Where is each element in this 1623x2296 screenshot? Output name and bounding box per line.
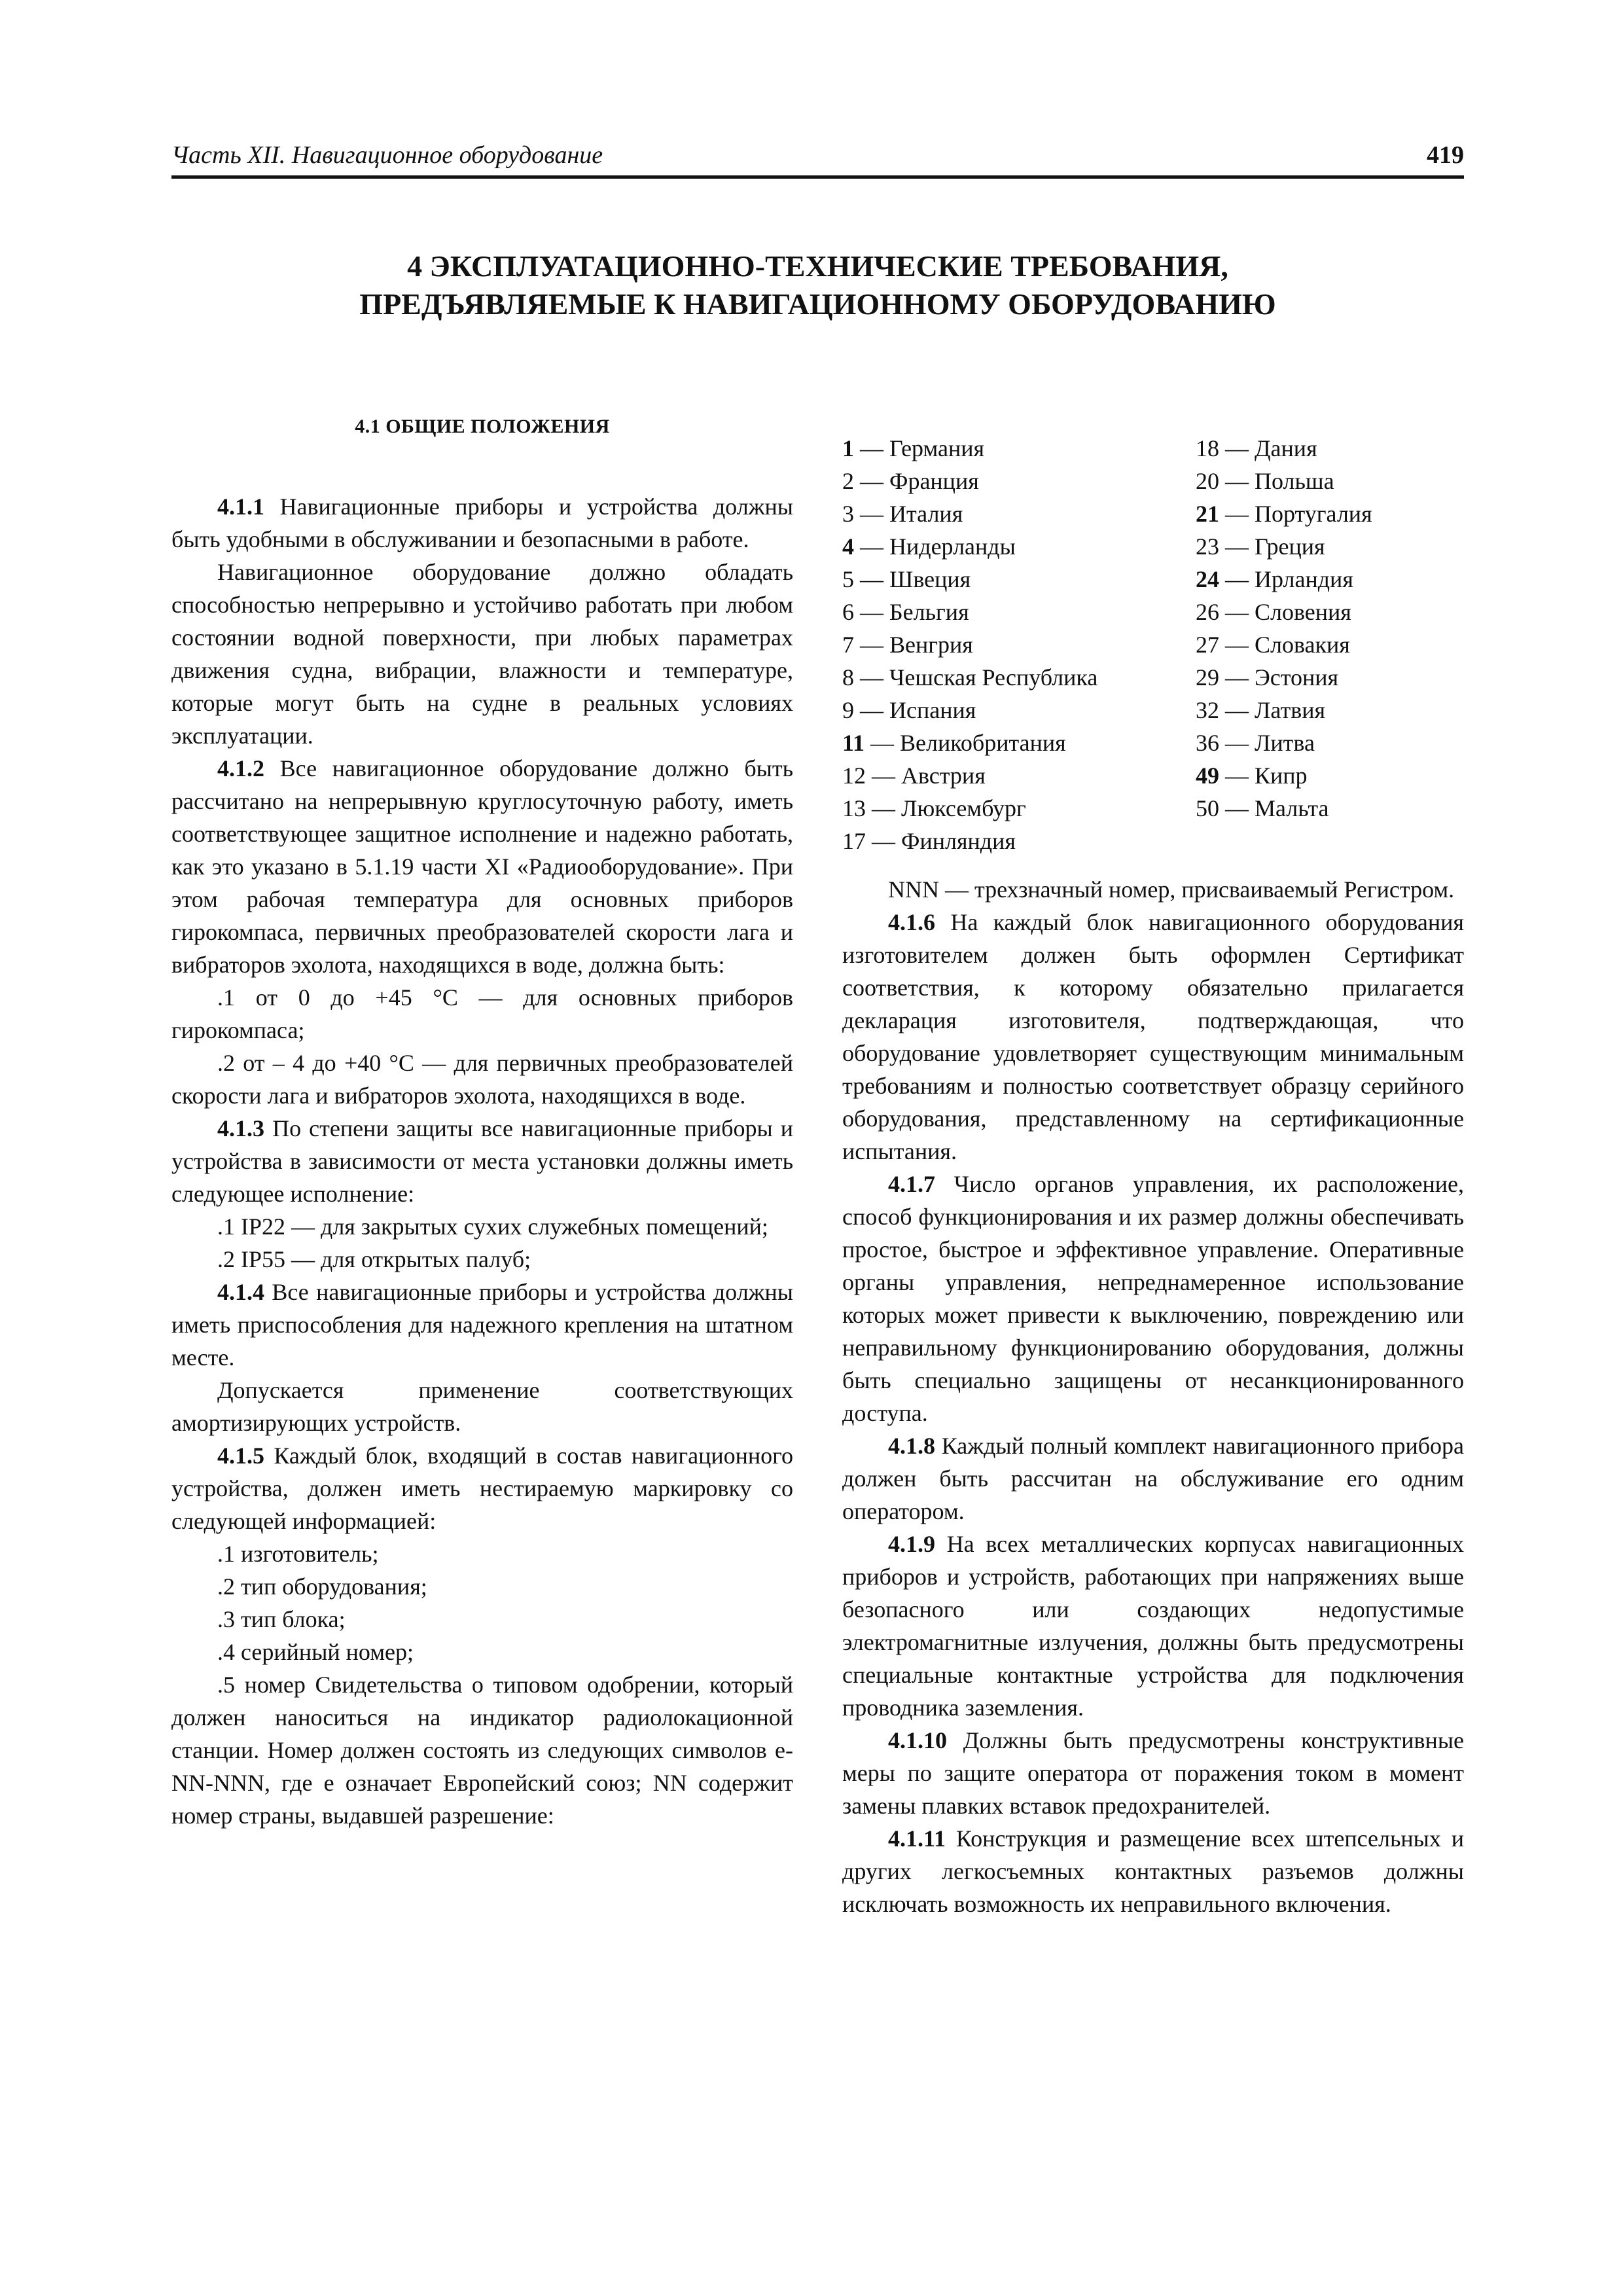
country-entry bbox=[842, 596, 1196, 628]
country-entry bbox=[1196, 792, 1464, 825]
dash-separator: — bbox=[866, 795, 901, 821]
dash-separator: — bbox=[1219, 501, 1255, 527]
paragraph-text: .1 изготовитель; bbox=[217, 1541, 379, 1567]
paragraph-text: .5 номер Свидетельства о типовом одобрении, который должен наноситься на индикатор радиолокационной станции. Номер должен состоять из следующих символов e-NN-NNN, где e означает Европейский союз; NN содержит номер страны, выдавшей разрешение: bbox=[171, 1672, 793, 1829]
country-entry bbox=[842, 628, 1196, 661]
country-entry bbox=[1196, 759, 1464, 792]
clause-number: 4.1.1 bbox=[217, 493, 264, 520]
clause-number: 4.1.6 bbox=[888, 909, 935, 935]
country-code: 23 bbox=[1196, 533, 1219, 560]
running-header bbox=[171, 143, 1464, 179]
dash-separator: — bbox=[854, 697, 889, 723]
country-entry bbox=[1196, 530, 1464, 563]
country-entry bbox=[1196, 596, 1464, 628]
country-code: 21 bbox=[1196, 501, 1219, 527]
clause-number: 4.1.7 bbox=[888, 1171, 935, 1197]
country-code: 17 bbox=[842, 828, 866, 854]
dash-separator: — bbox=[1219, 664, 1255, 691]
paragraph-text: .2 IP55 — для открытых палуб; bbox=[217, 1246, 531, 1272]
paragraph bbox=[842, 1528, 1464, 1724]
paragraph-text: .1 IP22 — для закрытых сухих служебных помещений; bbox=[217, 1213, 768, 1240]
left-column bbox=[171, 416, 793, 1832]
country-entry bbox=[1196, 726, 1464, 759]
country-code: 11 bbox=[842, 730, 865, 756]
dash-separator: — bbox=[866, 762, 901, 789]
dash-separator: — bbox=[854, 533, 889, 560]
country-entry bbox=[1196, 465, 1464, 497]
dash-separator: — bbox=[1219, 697, 1255, 723]
country-code: 12 bbox=[842, 762, 866, 789]
paragraph bbox=[171, 490, 793, 556]
country-name: Греция bbox=[1255, 533, 1325, 560]
country-name: Португалия bbox=[1255, 501, 1372, 527]
country-entry bbox=[842, 694, 1196, 726]
paragraph bbox=[171, 1112, 793, 1210]
country-name: Кипр bbox=[1255, 762, 1308, 789]
section-title: ОБЩИЕ ПОЛОЖЕНИЯ bbox=[385, 416, 610, 437]
paragraph bbox=[171, 1243, 793, 1276]
paragraph bbox=[171, 1537, 793, 1570]
dash-separator: — bbox=[1219, 566, 1255, 592]
country-name: Великобритания bbox=[900, 730, 1066, 756]
country-code: 6 bbox=[842, 599, 854, 625]
country-name: Бельгия bbox=[889, 599, 969, 625]
dash-separator: — bbox=[865, 730, 901, 756]
paragraph-text: Навигационное оборудование должно обладать способностью непрерывно и устойчиво работать при любом состоянии водной поверхности, при любых параметрах движения судна, вибрации, влажности и температуре, которые могут быть на судне в реальных условиях эксплуатации. bbox=[171, 559, 793, 749]
country-list-b bbox=[1196, 432, 1464, 857]
country-entry bbox=[1196, 432, 1464, 465]
paragraph bbox=[171, 752, 793, 981]
country-name: Дания bbox=[1255, 435, 1317, 461]
country-name: Латвия bbox=[1255, 697, 1326, 723]
country-entry bbox=[842, 726, 1196, 759]
dash-separator: — bbox=[1219, 730, 1255, 756]
clause-number: 4.1.8 bbox=[888, 1433, 935, 1459]
dash-separator: — bbox=[854, 599, 889, 625]
paragraph-text: .2 от – 4 до +40 °С — для первичных преобразователей скорости лага и вибраторов эхолота, находящихся в воде. bbox=[171, 1050, 793, 1109]
country-code: 50 bbox=[1196, 795, 1219, 821]
country-code: 1 bbox=[842, 435, 854, 461]
country-code: 3 bbox=[842, 501, 854, 527]
country-name: Швеция bbox=[889, 566, 971, 592]
right-column bbox=[842, 432, 1464, 1920]
country-code: 20 bbox=[1196, 468, 1219, 494]
country-name: Чешская Республика bbox=[889, 664, 1098, 691]
country-name: Франция bbox=[889, 468, 979, 494]
left-paragraphs bbox=[171, 490, 793, 1832]
dash-separator: — bbox=[1219, 599, 1255, 625]
country-name: Литва bbox=[1255, 730, 1315, 756]
paragraph-text: .3 тип блока; bbox=[217, 1606, 346, 1632]
dash-separator: — bbox=[854, 566, 889, 592]
paragraph-text: Допускается применение соответствующих амортизирующих устройств. bbox=[171, 1377, 793, 1436]
section-heading bbox=[171, 416, 793, 438]
country-code: 4 bbox=[842, 533, 854, 560]
country-entry bbox=[1196, 628, 1464, 661]
running-title: Часть XII. Навигационное оборудование bbox=[171, 141, 603, 169]
dash-separator: — bbox=[1219, 468, 1255, 494]
country-entry bbox=[1196, 497, 1464, 530]
clause-number: 4.1.4 bbox=[217, 1279, 264, 1305]
clause-number: 4.1.2 bbox=[217, 755, 264, 781]
country-code: 2 bbox=[842, 468, 854, 494]
paragraph-text: По степени защиты все навигационные приборы и устройства в зависимости от места установки должны иметь следующее исполнение: bbox=[171, 1115, 793, 1207]
country-code: 8 bbox=[842, 664, 854, 691]
paragraph bbox=[842, 1168, 1464, 1429]
country-name: Финляндия bbox=[901, 828, 1016, 854]
country-code-list bbox=[842, 432, 1464, 857]
country-entry bbox=[1196, 563, 1464, 596]
country-code: 29 bbox=[1196, 664, 1219, 691]
country-code: 7 bbox=[842, 632, 854, 658]
country-name: Германия bbox=[889, 435, 985, 461]
paragraph-text: Конструкция и размещение всех штепсельных и других легкосъемных контактных разъемов должны исключать возможность их неправильного включения. bbox=[842, 1825, 1464, 1917]
country-entry bbox=[842, 759, 1196, 792]
country-name: Ирландия bbox=[1255, 566, 1353, 592]
paragraph bbox=[171, 1668, 793, 1832]
paragraph bbox=[171, 1570, 793, 1603]
country-name: Люксембург bbox=[901, 795, 1026, 821]
country-code: 24 bbox=[1196, 566, 1219, 592]
paragraph bbox=[171, 1210, 793, 1243]
country-entry bbox=[842, 465, 1196, 497]
paragraph bbox=[842, 1429, 1464, 1528]
paragraph-text: На каждый блок навигационного оборудования изготовителем должен быть оформлен Сертификат соответствия, к которому обязательно прилагается декларация изготовителя, подтверждающая, что оборудование удовлетворяет существующим минимальным требованиям и полностью соответствует образцу серийного оборудования, представленному на сертификационные испытания. bbox=[842, 909, 1464, 1164]
country-name: Мальта bbox=[1255, 795, 1329, 821]
country-code: 32 bbox=[1196, 697, 1219, 723]
country-code: 27 bbox=[1196, 632, 1219, 658]
clause-number: 4.1.5 bbox=[217, 1443, 264, 1469]
clause-number: 4.1.3 bbox=[217, 1115, 264, 1141]
paragraph-text: На всех металлических корпусах навигационных приборов и устройств, работающих при напряжениях выше безопасного или создающих недопустимые электромагнитные излучения, должны быть предусмотрены специальные контактные устройства для подключения проводника заземления. bbox=[842, 1531, 1464, 1721]
clause-number: 4.1.10 bbox=[888, 1727, 947, 1753]
country-list-a bbox=[842, 432, 1196, 857]
country-name: Эстония bbox=[1255, 664, 1339, 691]
country-name: Словакия bbox=[1255, 632, 1350, 658]
paragraph bbox=[171, 1276, 793, 1374]
dash-separator: — bbox=[854, 664, 889, 691]
paragraph bbox=[171, 1439, 793, 1537]
dash-separator: — bbox=[854, 501, 889, 527]
paragraph-text: Навигационные приборы и устройства должны быть удобными в обслуживании и безопасными в работе. bbox=[171, 493, 793, 552]
paragraph-text: Число органов управления, их расположение, способ функционирования и их размер должны обеспечивать простое, быстрое и эффективное управление. Оперативные органы управления, непреднамеренное использование которых может привести к выключению, повреждению или неправильному функционированию оборудования, должны быть специально защищены от несанкционированного доступа. bbox=[842, 1171, 1464, 1426]
country-code: 49 bbox=[1196, 762, 1219, 789]
paragraph-text: .4 серийный номер; bbox=[217, 1639, 414, 1665]
country-entry bbox=[842, 432, 1196, 465]
country-entry bbox=[842, 530, 1196, 563]
paragraph-text: Каждый блок, входящий в состав навигационного устройства, должен иметь нестираемую маркировку со следующей информацией: bbox=[171, 1443, 793, 1534]
country-code: 5 bbox=[842, 566, 854, 592]
dash-separator: — bbox=[1219, 533, 1255, 560]
paragraph bbox=[171, 556, 793, 752]
dash-separator: — bbox=[854, 468, 889, 494]
paragraph-text: .1 от 0 до +45 °С — для основных приборов гирокомпаса; bbox=[171, 984, 793, 1043]
country-name: Австрия bbox=[901, 762, 986, 789]
country-code: 9 bbox=[842, 697, 854, 723]
paragraph-text: .2 тип оборудования; bbox=[217, 1573, 427, 1600]
paragraph-text: Все навигационные приборы и устройства должны иметь приспособления для надежного крепления на штатном месте. bbox=[171, 1279, 793, 1371]
country-name: Венгрия bbox=[889, 632, 973, 658]
country-code: 26 bbox=[1196, 599, 1219, 625]
section-number: 4.1 bbox=[355, 416, 381, 437]
country-code: 18 bbox=[1196, 435, 1219, 461]
dash-separator: — bbox=[1219, 435, 1255, 461]
country-entry bbox=[842, 825, 1196, 857]
country-name: Нидерланды bbox=[889, 533, 1016, 560]
paragraph bbox=[171, 1047, 793, 1112]
country-entry bbox=[842, 792, 1196, 825]
dash-separator: — bbox=[866, 828, 901, 854]
country-name: Италия bbox=[889, 501, 963, 527]
country-code: 36 bbox=[1196, 730, 1219, 756]
chapter-title-line-2: ПРЕДЪЯВЛЯЕМЫЕ К НАВИГАЦИОННОМУ ОБОРУДОВАНИЮ bbox=[359, 287, 1276, 321]
country-name: Испания bbox=[889, 697, 976, 723]
paragraph bbox=[842, 873, 1464, 906]
paragraph bbox=[171, 1636, 793, 1668]
page-number: 419 bbox=[1427, 141, 1464, 169]
dash-separator: — bbox=[1219, 632, 1255, 658]
paragraph-text: Все навигационное оборудование должно быть рассчитано на непрерывную круглосуточную работу, иметь соответствующее защитное исполнение и надежно работать, как это указано в 5.1.19 части XI «Радиооборудование». При этом рабочая температура для основных приборов гирокомпаса, первичных преобразователей скорости лага и вибраторов эхолота, находящихся в воде, должна быть: bbox=[171, 755, 793, 978]
dash-separator: — bbox=[854, 632, 889, 658]
dash-separator: — bbox=[854, 435, 889, 461]
clause-number: 4.1.11 bbox=[888, 1825, 946, 1852]
chapter-title bbox=[171, 247, 1464, 323]
dash-separator: — bbox=[1219, 795, 1255, 821]
right-paragraphs bbox=[842, 873, 1464, 1920]
paragraph bbox=[842, 1724, 1464, 1822]
country-code: 13 bbox=[842, 795, 866, 821]
paragraph bbox=[171, 1374, 793, 1439]
paragraph-text: Каждый полный комплект навигационного прибора должен быть рассчитан на обслуживание его одним оператором. bbox=[842, 1433, 1464, 1524]
paragraph bbox=[842, 1822, 1464, 1920]
country-entry bbox=[842, 661, 1196, 694]
paragraph bbox=[171, 1603, 793, 1636]
paragraph bbox=[171, 981, 793, 1047]
chapter-title-line-1: 4 ЭКСПЛУАТАЦИОННО-ТЕХНИЧЕСКИЕ ТРЕБОВАНИЯ, bbox=[407, 249, 1228, 283]
country-name: Польша bbox=[1255, 468, 1334, 494]
country-name: Словения bbox=[1255, 599, 1351, 625]
country-entry bbox=[1196, 661, 1464, 694]
paragraph bbox=[842, 906, 1464, 1168]
paragraph-text: NNN — трехзначный номер, присваиваемый Регистром. bbox=[888, 876, 1455, 903]
clause-number: 4.1.9 bbox=[888, 1531, 935, 1557]
country-entry bbox=[842, 563, 1196, 596]
paragraph-text: Должны быть предусмотрены конструктивные меры по защите оператора от поражения током в момент замены плавких вставок предохранителей. bbox=[842, 1727, 1464, 1819]
country-entry bbox=[1196, 694, 1464, 726]
dash-separator: — bbox=[1219, 762, 1255, 789]
country-entry bbox=[842, 497, 1196, 530]
